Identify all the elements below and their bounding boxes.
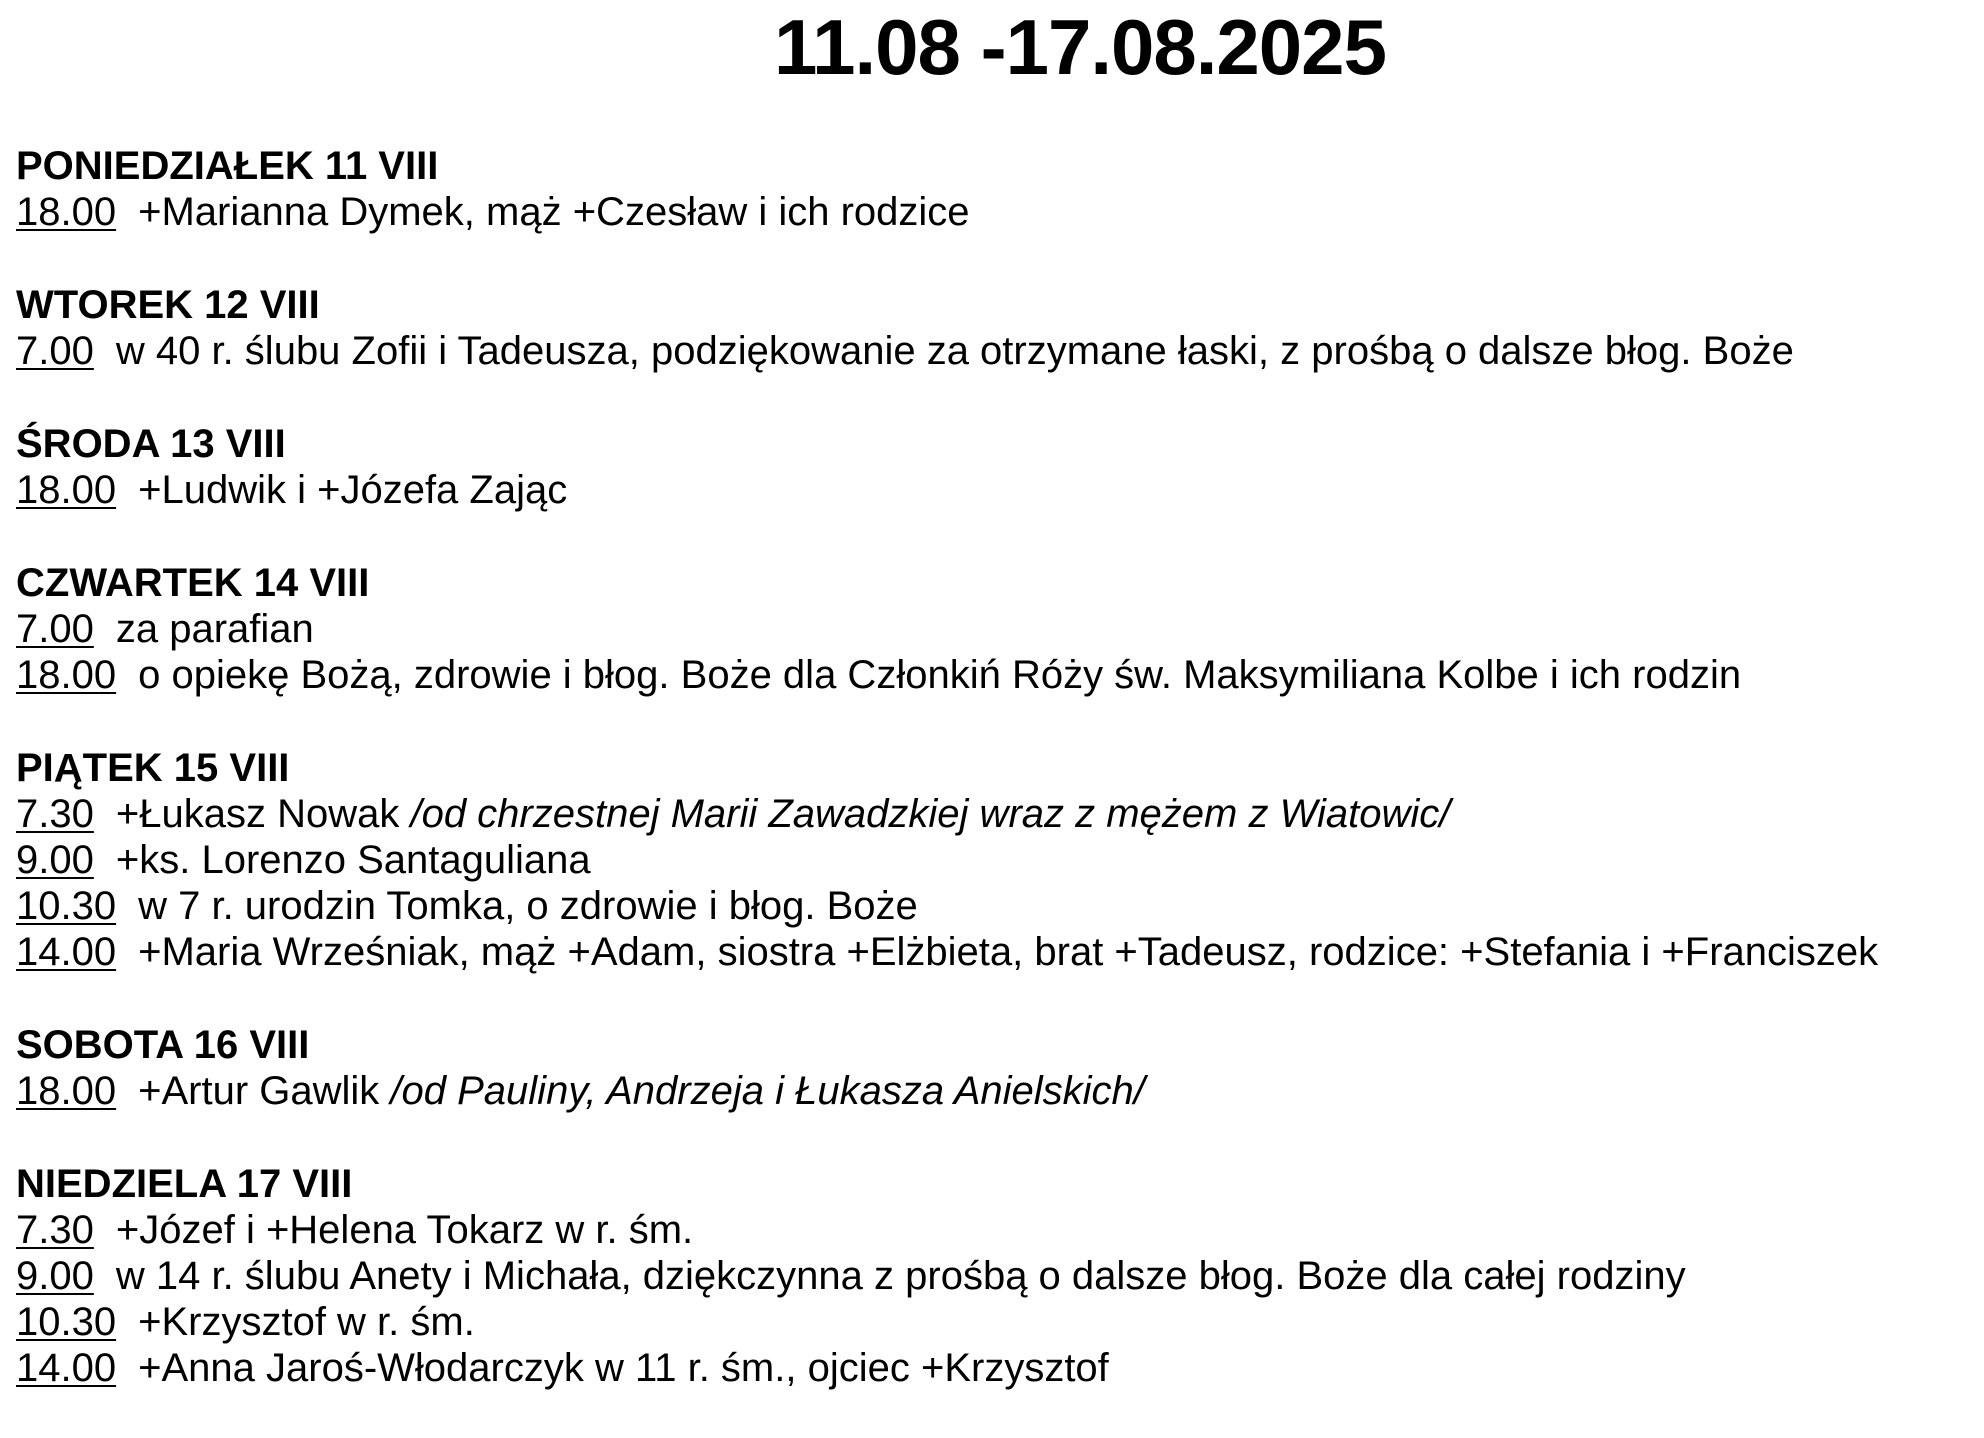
day-wednesday: [16, 421, 1976, 513]
day-heading: CZWARTEK 14 VIII: [16, 561, 370, 605]
mass-intention: +Krzysztof w r. śm.: [138, 1300, 475, 1344]
day-heading: SOBOTA 16 VIII: [16, 1023, 310, 1067]
mass-entry: [16, 883, 1976, 929]
mass-intention: +ks. Lorenzo Santaguliana: [115, 838, 591, 882]
mass-note: /od chrzestnej Marii Zawadzkiej wraz z mężem z Wiatowic/: [410, 792, 1451, 836]
day-thursday: [16, 560, 1976, 698]
mass-intention: w 40 r. ślubu Zofii i Tadeusza, podziękowanie za otrzymane łaski, z prośbą o dalsze błog. Boże: [115, 329, 1794, 373]
mass-entry: [16, 837, 1976, 883]
mass-entry: [16, 467, 1976, 513]
mass-time: 7.00: [16, 329, 94, 373]
mass-entry: [16, 1068, 1976, 1114]
mass-entry: [16, 652, 1976, 698]
mass-entry: [16, 1253, 1976, 1299]
mass-entry: [16, 606, 1976, 652]
mass-intention: +Ludwik i +Józefa Zając: [138, 468, 568, 512]
mass-time: 9.00: [16, 1254, 94, 1298]
mass-entry: [16, 1299, 1976, 1345]
mass-intention: +Anna Jaroś-Włodarczyk w 11 r. śm., ojciec +Krzysztof: [138, 1346, 1109, 1390]
page-title: 11.08 -17.08.2025: [774, 3, 1386, 91]
mass-time: 18.00: [16, 190, 117, 234]
day-friday: [16, 745, 1976, 975]
mass-intention: w 14 r. ślubu Anety i Michała, dziękczynna z prośbą o dalsze błog. Boże dla całej rodziny: [115, 1254, 1686, 1298]
mass-intention: w 7 r. urodzin Tomka, o zdrowie i błog. Boże: [138, 884, 918, 928]
day-heading: NIEDZIELA 17 VIII: [16, 1162, 353, 1206]
mass-time: 7.30: [16, 792, 94, 836]
mass-intention: +Józef i +Helena Tokarz w r. śm.: [115, 1208, 694, 1252]
mass-time: 14.00: [16, 930, 117, 974]
mass-time: 14.00: [16, 1346, 117, 1390]
day-tuesday: [16, 282, 1976, 374]
mass-intention: o opiekę Bożą, zdrowie i błog. Boże dla Członkiń Róży św. Maksymiliana Kolbe i ich rodzin: [138, 653, 1742, 697]
day-monday: [16, 143, 1976, 235]
mass-time: 18.00: [16, 1069, 117, 1113]
day-heading: PIĄTEK 15 VIII: [16, 746, 290, 790]
mass-intention: +Łukasz Nowak: [115, 792, 411, 836]
day-saturday: [16, 1022, 1976, 1114]
mass-intention: +Maria Wrześniak, mąż +Adam, siostra +Elżbieta, brat +Tadeusz, rodzice: +Stefania i +Franciszek: [138, 930, 1879, 974]
mass-time: 18.00: [16, 468, 117, 512]
mass-note: /od Pauliny, Andrzeja i Łukasza Anielskich/: [390, 1069, 1145, 1113]
day-heading: WTOREK 12 VIII: [16, 283, 320, 327]
mass-entry: [16, 791, 1976, 837]
mass-time: 7.30: [16, 1208, 94, 1252]
day-heading: ŚRODA 13 VIII: [16, 422, 286, 466]
mass-intention: +Marianna Dymek, mąż +Czesław i ich rodzice: [138, 190, 970, 234]
mass-time: 7.00: [16, 607, 94, 651]
mass-time: 10.30: [16, 884, 117, 928]
mass-time: 10.30: [16, 1300, 117, 1344]
mass-intention: +Artur Gawlik: [138, 1069, 391, 1113]
mass-entry: [16, 1345, 1976, 1391]
day-heading: PONIEDZIAŁEK 11 VIII: [16, 144, 439, 188]
day-sunday: [16, 1161, 1976, 1391]
mass-time: 9.00: [16, 838, 94, 882]
mass-schedule: [16, 143, 1976, 1438]
mass-entry: [16, 189, 1976, 235]
mass-entry: [16, 328, 1976, 374]
mass-time: 18.00: [16, 653, 117, 697]
mass-entry: [16, 929, 1976, 975]
mass-intention: za parafian: [115, 607, 314, 651]
mass-entry: [16, 1207, 1976, 1253]
